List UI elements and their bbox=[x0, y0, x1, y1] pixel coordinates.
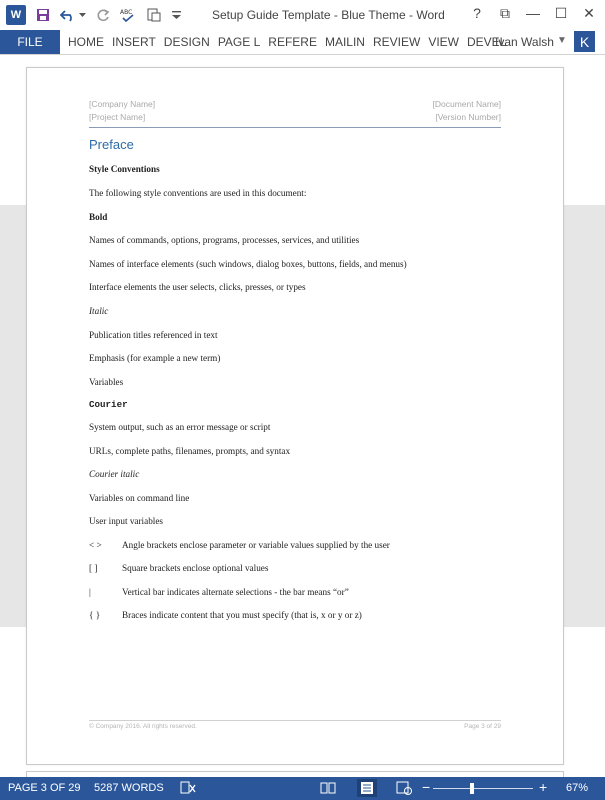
zoom-in-button[interactable]: + bbox=[539, 779, 548, 795]
subheading-style-conventions: Style Conventions bbox=[89, 164, 160, 174]
document-page[interactable] bbox=[26, 67, 564, 765]
spelling-button[interactable] bbox=[120, 5, 136, 25]
tab-design[interactable]: DESIGN bbox=[163, 35, 210, 49]
body-text: Publication titles referenced in text bbox=[89, 330, 218, 340]
label-bold: Bold bbox=[89, 212, 108, 222]
redo-icon bbox=[96, 8, 110, 22]
body-text: Variables bbox=[89, 377, 124, 387]
tab-page-layout[interactable]: PAGE L bbox=[217, 35, 261, 49]
body-text: Names of commands, options, programs, processes, services, and utilities bbox=[89, 235, 360, 245]
undo-dropdown-button[interactable] bbox=[79, 5, 86, 25]
page-heading: Preface bbox=[89, 137, 134, 152]
spelling-check-icon bbox=[120, 7, 136, 23]
undo-button[interactable] bbox=[60, 5, 78, 25]
label-courier: Courier bbox=[89, 399, 128, 410]
body-text: URLs, complete paths, filenames, prompts, and syntax bbox=[89, 446, 291, 456]
header-version: [Version Number] bbox=[435, 112, 501, 122]
tab-insert[interactable]: INSERT bbox=[112, 35, 156, 49]
label-courier-italic: Courier italic bbox=[89, 469, 140, 479]
document-canvas[interactable] bbox=[0, 55, 605, 777]
symbol-square-brackets: [ ] bbox=[89, 563, 98, 573]
zoom-slider-track[interactable] bbox=[433, 788, 533, 789]
user-avatar[interactable]: K bbox=[574, 31, 595, 52]
tab-home[interactable]: HOME bbox=[68, 35, 104, 49]
customize-toolbar-button[interactable] bbox=[172, 5, 181, 25]
body-text: Emphasis (for example a new term) bbox=[89, 353, 221, 363]
customize-icon bbox=[172, 10, 181, 20]
word-logo-icon[interactable]: W bbox=[6, 5, 26, 25]
body-text: System output, such as an error message or script bbox=[89, 422, 271, 432]
header-project: [Project Name] bbox=[89, 112, 146, 122]
chevron-down-icon[interactable]: ▼ bbox=[557, 35, 567, 46]
print-layout-icon[interactable] bbox=[357, 779, 377, 797]
body-text: The following style conventions are used in this document: bbox=[89, 188, 307, 198]
window-title: Setup Guide Template - Blue Theme - Word bbox=[212, 8, 445, 22]
footer-page-number: Page 3 of 29 bbox=[464, 723, 501, 730]
tab-references[interactable]: REFERE bbox=[268, 35, 317, 49]
minimize-button[interactable]: — bbox=[526, 5, 540, 21]
symbol-vertical-bar: | bbox=[89, 587, 91, 597]
footer-divider bbox=[89, 720, 501, 721]
symbol-description: Vertical bar indicates alternate selections - the bar means “or” bbox=[122, 587, 349, 597]
label-italic: Italic bbox=[89, 306, 109, 316]
tab-view[interactable]: VIEW bbox=[428, 35, 459, 49]
header-document-name: [Document Name] bbox=[432, 99, 501, 109]
tab-review[interactable]: REVIEW bbox=[372, 35, 421, 49]
read-mode-icon[interactable] bbox=[320, 781, 336, 795]
tab-mailings[interactable]: MAILIN bbox=[324, 35, 365, 49]
tab-file[interactable]: FILE bbox=[0, 30, 60, 54]
touch-mode-button[interactable] bbox=[146, 5, 162, 25]
body-text: Names of interface elements (such windows, dialog boxes, buttons, fields, and menus) bbox=[89, 259, 407, 269]
zoom-out-button[interactable]: − bbox=[422, 779, 431, 795]
symbol-description: Angle brackets enclose parameter or variable values supplied by the user bbox=[122, 540, 390, 550]
title-bar bbox=[0, 0, 605, 30]
symbol-description: Square brackets enclose optional values bbox=[122, 563, 269, 573]
body-text: Variables on command line bbox=[89, 493, 190, 503]
save-button[interactable] bbox=[36, 5, 50, 25]
close-button[interactable]: ✕ bbox=[583, 5, 595, 21]
header-divider bbox=[89, 127, 501, 128]
tab-developer[interactable]: DEVEL bbox=[467, 35, 507, 49]
symbol-braces: { } bbox=[89, 610, 101, 620]
document-icon bbox=[146, 7, 162, 23]
web-layout-icon[interactable] bbox=[396, 781, 412, 795]
redo-button[interactable] bbox=[96, 5, 110, 25]
save-icon bbox=[36, 8, 50, 22]
ribbon-display-options-button[interactable]: ⧉ bbox=[500, 5, 510, 21]
header-company: [Company Name] bbox=[89, 99, 156, 109]
maximize-button[interactable]: ☐ bbox=[554, 5, 568, 21]
footer-copyright: © Company 2016. All rights reserved. bbox=[89, 723, 197, 730]
help-button[interactable]: ? bbox=[473, 5, 481, 21]
chevron-down-icon bbox=[79, 12, 86, 18]
status-bar bbox=[0, 777, 605, 800]
symbol-description: Braces indicate content that you must specify (that is, x or y or z) bbox=[122, 610, 362, 620]
word-count-indicator[interactable]: 5287 WORDS bbox=[94, 782, 164, 794]
body-text: Interface elements the user selects, clicks, presses, or types bbox=[89, 282, 306, 292]
zoom-slider-thumb[interactable] bbox=[470, 783, 474, 794]
undo-icon bbox=[60, 8, 78, 22]
proofing-icon[interactable] bbox=[180, 781, 196, 795]
symbol-angle-brackets: < > bbox=[89, 540, 102, 550]
user-account-name[interactable]: Ivan Walsh bbox=[495, 35, 554, 49]
page-count-indicator[interactable]: PAGE 3 OF 29 bbox=[8, 782, 81, 794]
svg-text:ABC: ABC bbox=[120, 9, 133, 16]
zoom-level[interactable]: 67% bbox=[566, 782, 589, 794]
body-text: User input variables bbox=[89, 516, 163, 526]
